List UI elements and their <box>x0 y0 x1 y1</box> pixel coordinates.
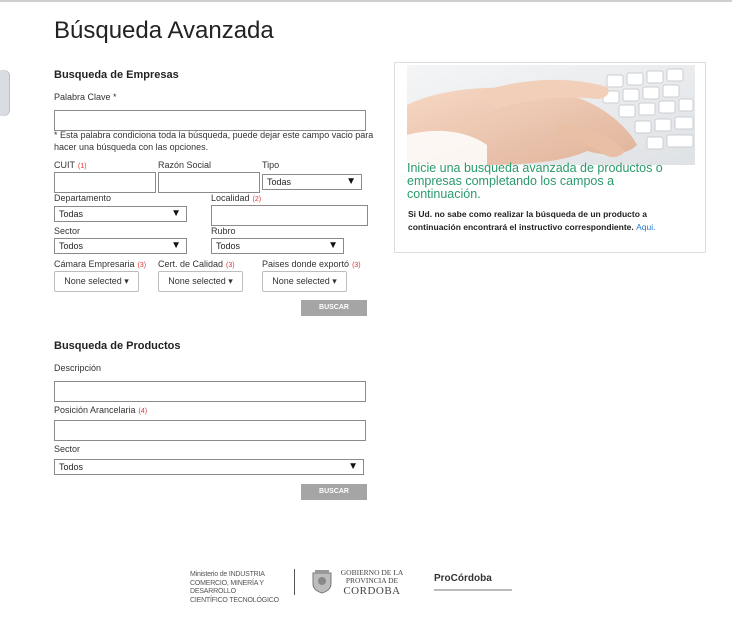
ministerio-line-2: COMERCIO, MINERÍA Y DESARROLLO <box>190 579 264 595</box>
procordoba-text: ProCórdoba <box>434 573 492 584</box>
keyword-input[interactable] <box>54 110 366 131</box>
ministerio-line-1: Ministerio de INDUSTRIA <box>190 571 265 578</box>
caret-down-icon: ▾ <box>228 276 233 286</box>
procordoba-tagline-bar <box>434 589 512 591</box>
keyword-label: Palabra Clave * <box>54 92 117 102</box>
page-title: Búsqueda Avanzada <box>54 17 274 44</box>
footer-divider <box>294 569 295 595</box>
cert-calidad-label: Cert. de Calidad (3) <box>158 259 235 269</box>
localidad-input[interactable] <box>211 205 368 226</box>
side-tab-handle[interactable] <box>0 70 10 116</box>
paises-label: Paises donde exportó (3) <box>262 259 361 269</box>
procordoba-logo <box>434 573 512 591</box>
cuit-input[interactable] <box>54 172 156 193</box>
caret-down-icon: ▾ <box>124 276 129 286</box>
sector-select[interactable]: Todos ▼ <box>54 238 187 254</box>
posicion-label: Posición Arancelaria (4) <box>54 405 148 415</box>
gobierno-logo <box>337 569 407 597</box>
top-border <box>0 0 732 2</box>
promo-text: Inicie una busqueda avanzada de productos o empresas completando los campos a continuación. <box>407 161 663 201</box>
descripcion-input[interactable] <box>54 381 366 402</box>
gobierno-line-1: GOBIERNO DE LA <box>340 568 404 577</box>
ministerio-logo <box>190 571 290 605</box>
help-text: Si Ud. no sabe como realizar la búsqueda de un producto a continuación encontrará el instructivo correspondiente. Aqui. <box>408 209 656 232</box>
departamento-select[interactable]: Todas ▼ <box>54 206 187 222</box>
descripcion-label: Descripción <box>54 363 102 373</box>
rubro-select[interactable]: Todos ▼ <box>211 238 344 254</box>
razon-social-label: Razón Social <box>158 160 212 170</box>
keyboard-hands-photo <box>407 65 695 165</box>
cert-calidad-multiselect[interactable]: None selected ▾ <box>158 271 243 292</box>
dropdown-arrow-icon: ▼ <box>171 240 181 251</box>
gobierno-line-3: CORDOBA <box>343 585 401 597</box>
gobierno-line-2: PROVINCIA DE <box>345 576 399 585</box>
ministerio-line-3: CIENTÍFICO TECNOLÓGICO <box>190 596 279 604</box>
rubro-label: Rubro <box>211 226 236 236</box>
keyword-note: * Esta palabra condiciona toda la búsqueda, puede dejar este campo vacio para hacer una búsqueda con las opciones. <box>54 130 374 152</box>
camara-multiselect[interactable]: None selected ▾ <box>54 271 139 292</box>
paises-multiselect[interactable]: None selected ▾ <box>262 271 347 292</box>
camara-label: Cámara Empresaria (3) <box>54 259 147 269</box>
productos-sector-label: Sector <box>54 444 81 454</box>
caret-down-icon: ▾ <box>332 276 337 286</box>
productos-heading: Busqueda de Productos <box>54 340 181 352</box>
footer <box>0 565 732 605</box>
info-panel <box>394 62 706 253</box>
dropdown-arrow-icon: ▼ <box>348 461 358 472</box>
dropdown-arrow-icon: ▼ <box>328 240 338 251</box>
localidad-label: Localidad (2) <box>211 193 262 203</box>
tipo-label: Tipo <box>262 160 280 170</box>
empresas-heading: Busqueda de Empresas <box>54 69 179 81</box>
help-link[interactable]: Aqui. <box>636 222 656 232</box>
razon-social-input[interactable] <box>158 172 260 193</box>
dropdown-arrow-icon: ▼ <box>171 208 181 219</box>
dropdown-arrow-icon: ▼ <box>346 176 356 187</box>
tipo-select[interactable]: Todas ▼ <box>262 174 362 190</box>
departamento-label: Departamento <box>54 193 112 203</box>
cuit-label: CUIT (1) <box>54 160 87 170</box>
posicion-input[interactable] <box>54 420 366 441</box>
sector-label: Sector <box>54 226 81 236</box>
productos-sector-select[interactable]: Todos ▼ <box>54 459 364 475</box>
buscar-empresas-button[interactable]: BUSCAR <box>301 300 367 316</box>
buscar-productos-button[interactable]: BUSCAR <box>301 484 367 500</box>
crest-icon <box>311 570 333 594</box>
